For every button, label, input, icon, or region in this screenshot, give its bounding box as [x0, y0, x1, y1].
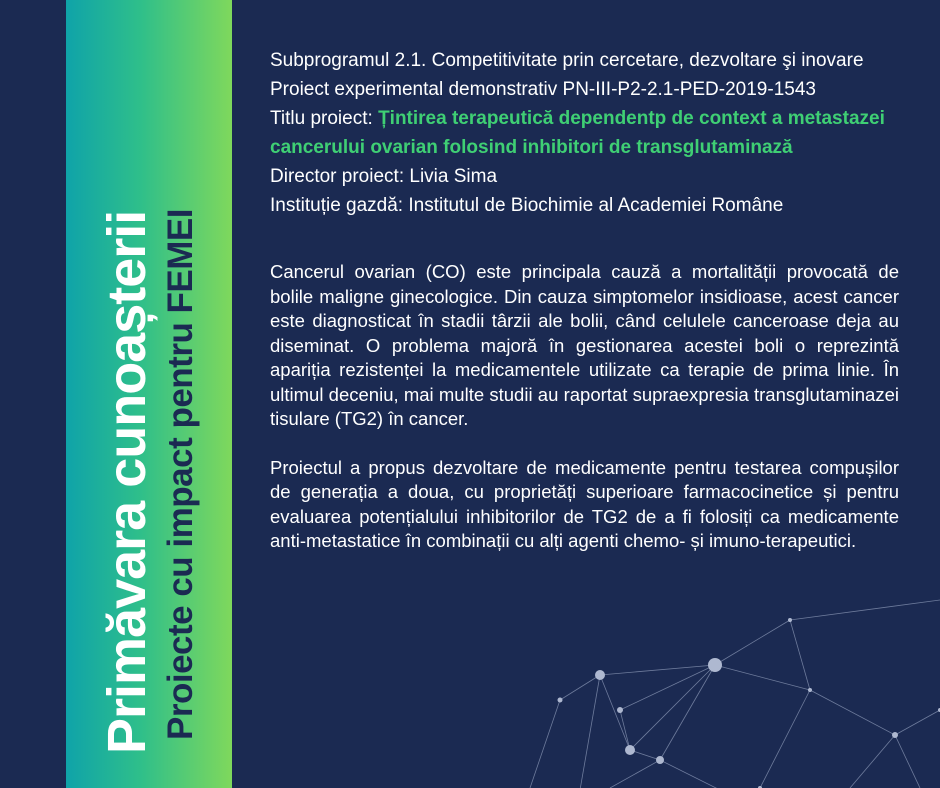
- project-title-value: Țintirea terapeutică dependentp de context a metastazei cancerului ovarian folosind inhibitori de transglutaminază: [270, 108, 885, 158]
- vertical-banner: [66, 0, 232, 788]
- project-title-line: [270, 104, 899, 162]
- body-paragraph-2: Proiectul a propus dezvoltare de medicamente pentru testarea compușilor de generația a doua, cu proprietăți superioare farmacocinetice și pentru evaluarea potențialului inhibitorilor de TG2 de a fi folosiți ca medicamente anti-metastatice în combinații cu alți agenti chemo- și imuno-terapeutici.: [270, 456, 899, 551]
- project-title-label: Titlu proiect:: [270, 108, 379, 129]
- institution-line: Instituție gazdă: Institutul de Biochimie al Academiei Române: [270, 195, 784, 216]
- director-line: Director proiect: Livia Sima: [270, 166, 498, 187]
- banner-title: Primăvara cunoașterii: [97, 210, 157, 754]
- banner-subtitle: Proiecte cu impact pentru FEMEI: [161, 209, 200, 740]
- network-graphic: [520, 560, 940, 788]
- content-area: [270, 46, 899, 554]
- subprogram-line: Subprogramul 2.1. Competitivitate prin cercetare, dezvoltare şi inovare: [270, 50, 864, 71]
- project-code-line: Proiect experimental demonstrativ PN-III-P2-2.1-PED-2019-1543: [270, 79, 816, 100]
- banner-rotated-text: [69, 34, 229, 754]
- left-dark-strip: [0, 0, 66, 788]
- body-paragraph-1: Cancerul ovarian (CO) este principala cauză a mortalității provocată de bolile maligne ginecologice. Din cauza simptomelor insidioase, acest cancer este diagnosticat în stadii târzii ale bolii, când celulele canceroase deja au diseminat. O problema majoră în gestionarea acestei boli o reprezintă apariția rezistenței la medicamentele utilizate ca terapie de prima linie. În ultimul deceniu, mai multe studii au raportat supraexpresia transglutaminazei tisulare (TG2) în cancer.: [270, 261, 899, 429]
